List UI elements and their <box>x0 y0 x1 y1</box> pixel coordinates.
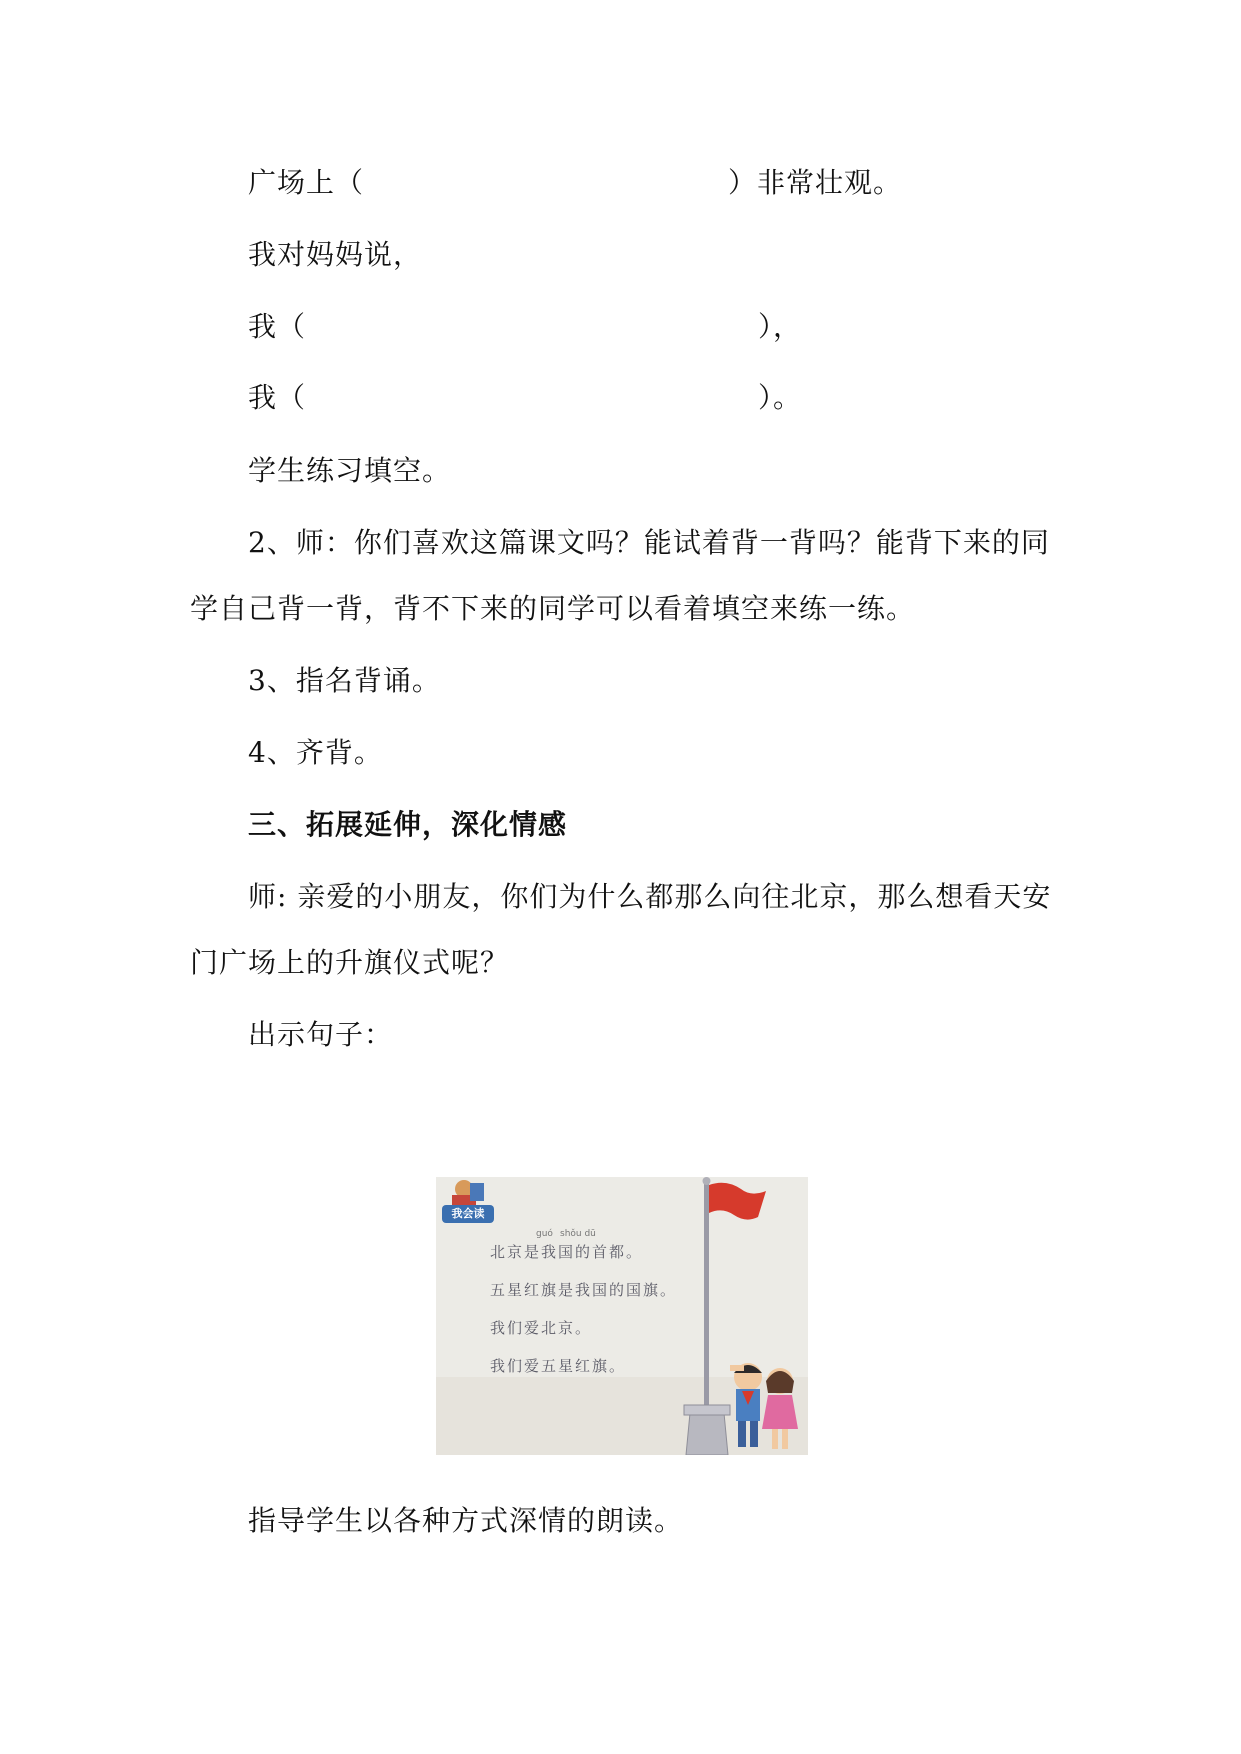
sentence-4: 我们爱五星红旗。 <box>490 1357 627 1375</box>
fill-blank-line-4 <box>248 378 803 418</box>
flag-pedestal <box>686 1413 728 1455</box>
blank-left-text: 我（ <box>248 310 307 343</box>
flag-pole <box>704 1181 709 1421</box>
text-line-12: 门广场上的升旗仪式呢？ <box>190 946 510 979</box>
blank-right-text: ）非常壮观。 <box>728 166 903 199</box>
textbook-illustration <box>436 1177 808 1455</box>
sentence-1: 北京是我国的首都。 <box>490 1243 644 1261</box>
text-line-6: 2、师：你们喜欢这篇课文吗？能试着背一背吗？能背下来的同 <box>248 526 1050 559</box>
pinyin-guo: guó <box>536 1229 553 1239</box>
sentence-3: 我们爱北京。 <box>490 1319 593 1337</box>
text-line-7: 学自己背一背，背不下来的同学可以看着填空来练一练。 <box>190 592 916 625</box>
section-heading: 三、拓展延伸，深化情感 <box>248 808 568 841</box>
pinyin-shoudu: shǒu dū <box>560 1229 596 1239</box>
text-line-2: 我对妈妈说， <box>248 238 423 271</box>
text-line-11: 师: 亲爱的小朋友，你们为什么都那么向往北京，那么想看天安 <box>248 880 1052 913</box>
fill-blank-line-1 <box>248 163 903 203</box>
text-line-13: 出示句子： <box>248 1018 394 1051</box>
read-aloud-badge: 我会读 <box>442 1205 494 1223</box>
text-line-8: 3、指名背诵。 <box>248 664 441 697</box>
sentence-2: 五星红旗是我国的国旗。 <box>490 1281 678 1299</box>
fill-blank-line-3 <box>248 307 803 347</box>
text-line-5: 学生练习填空。 <box>248 454 452 487</box>
blank-left-text: 我（ <box>248 381 307 414</box>
text-line-9: 4、齐背。 <box>248 736 383 769</box>
blank-right-text: ）。 <box>758 381 803 414</box>
blank-left-text: 广场上（ <box>248 166 365 199</box>
blank-right-text: ）， <box>758 310 803 343</box>
text-line-14: 指导学生以各种方式深情的朗读。 <box>248 1504 684 1537</box>
